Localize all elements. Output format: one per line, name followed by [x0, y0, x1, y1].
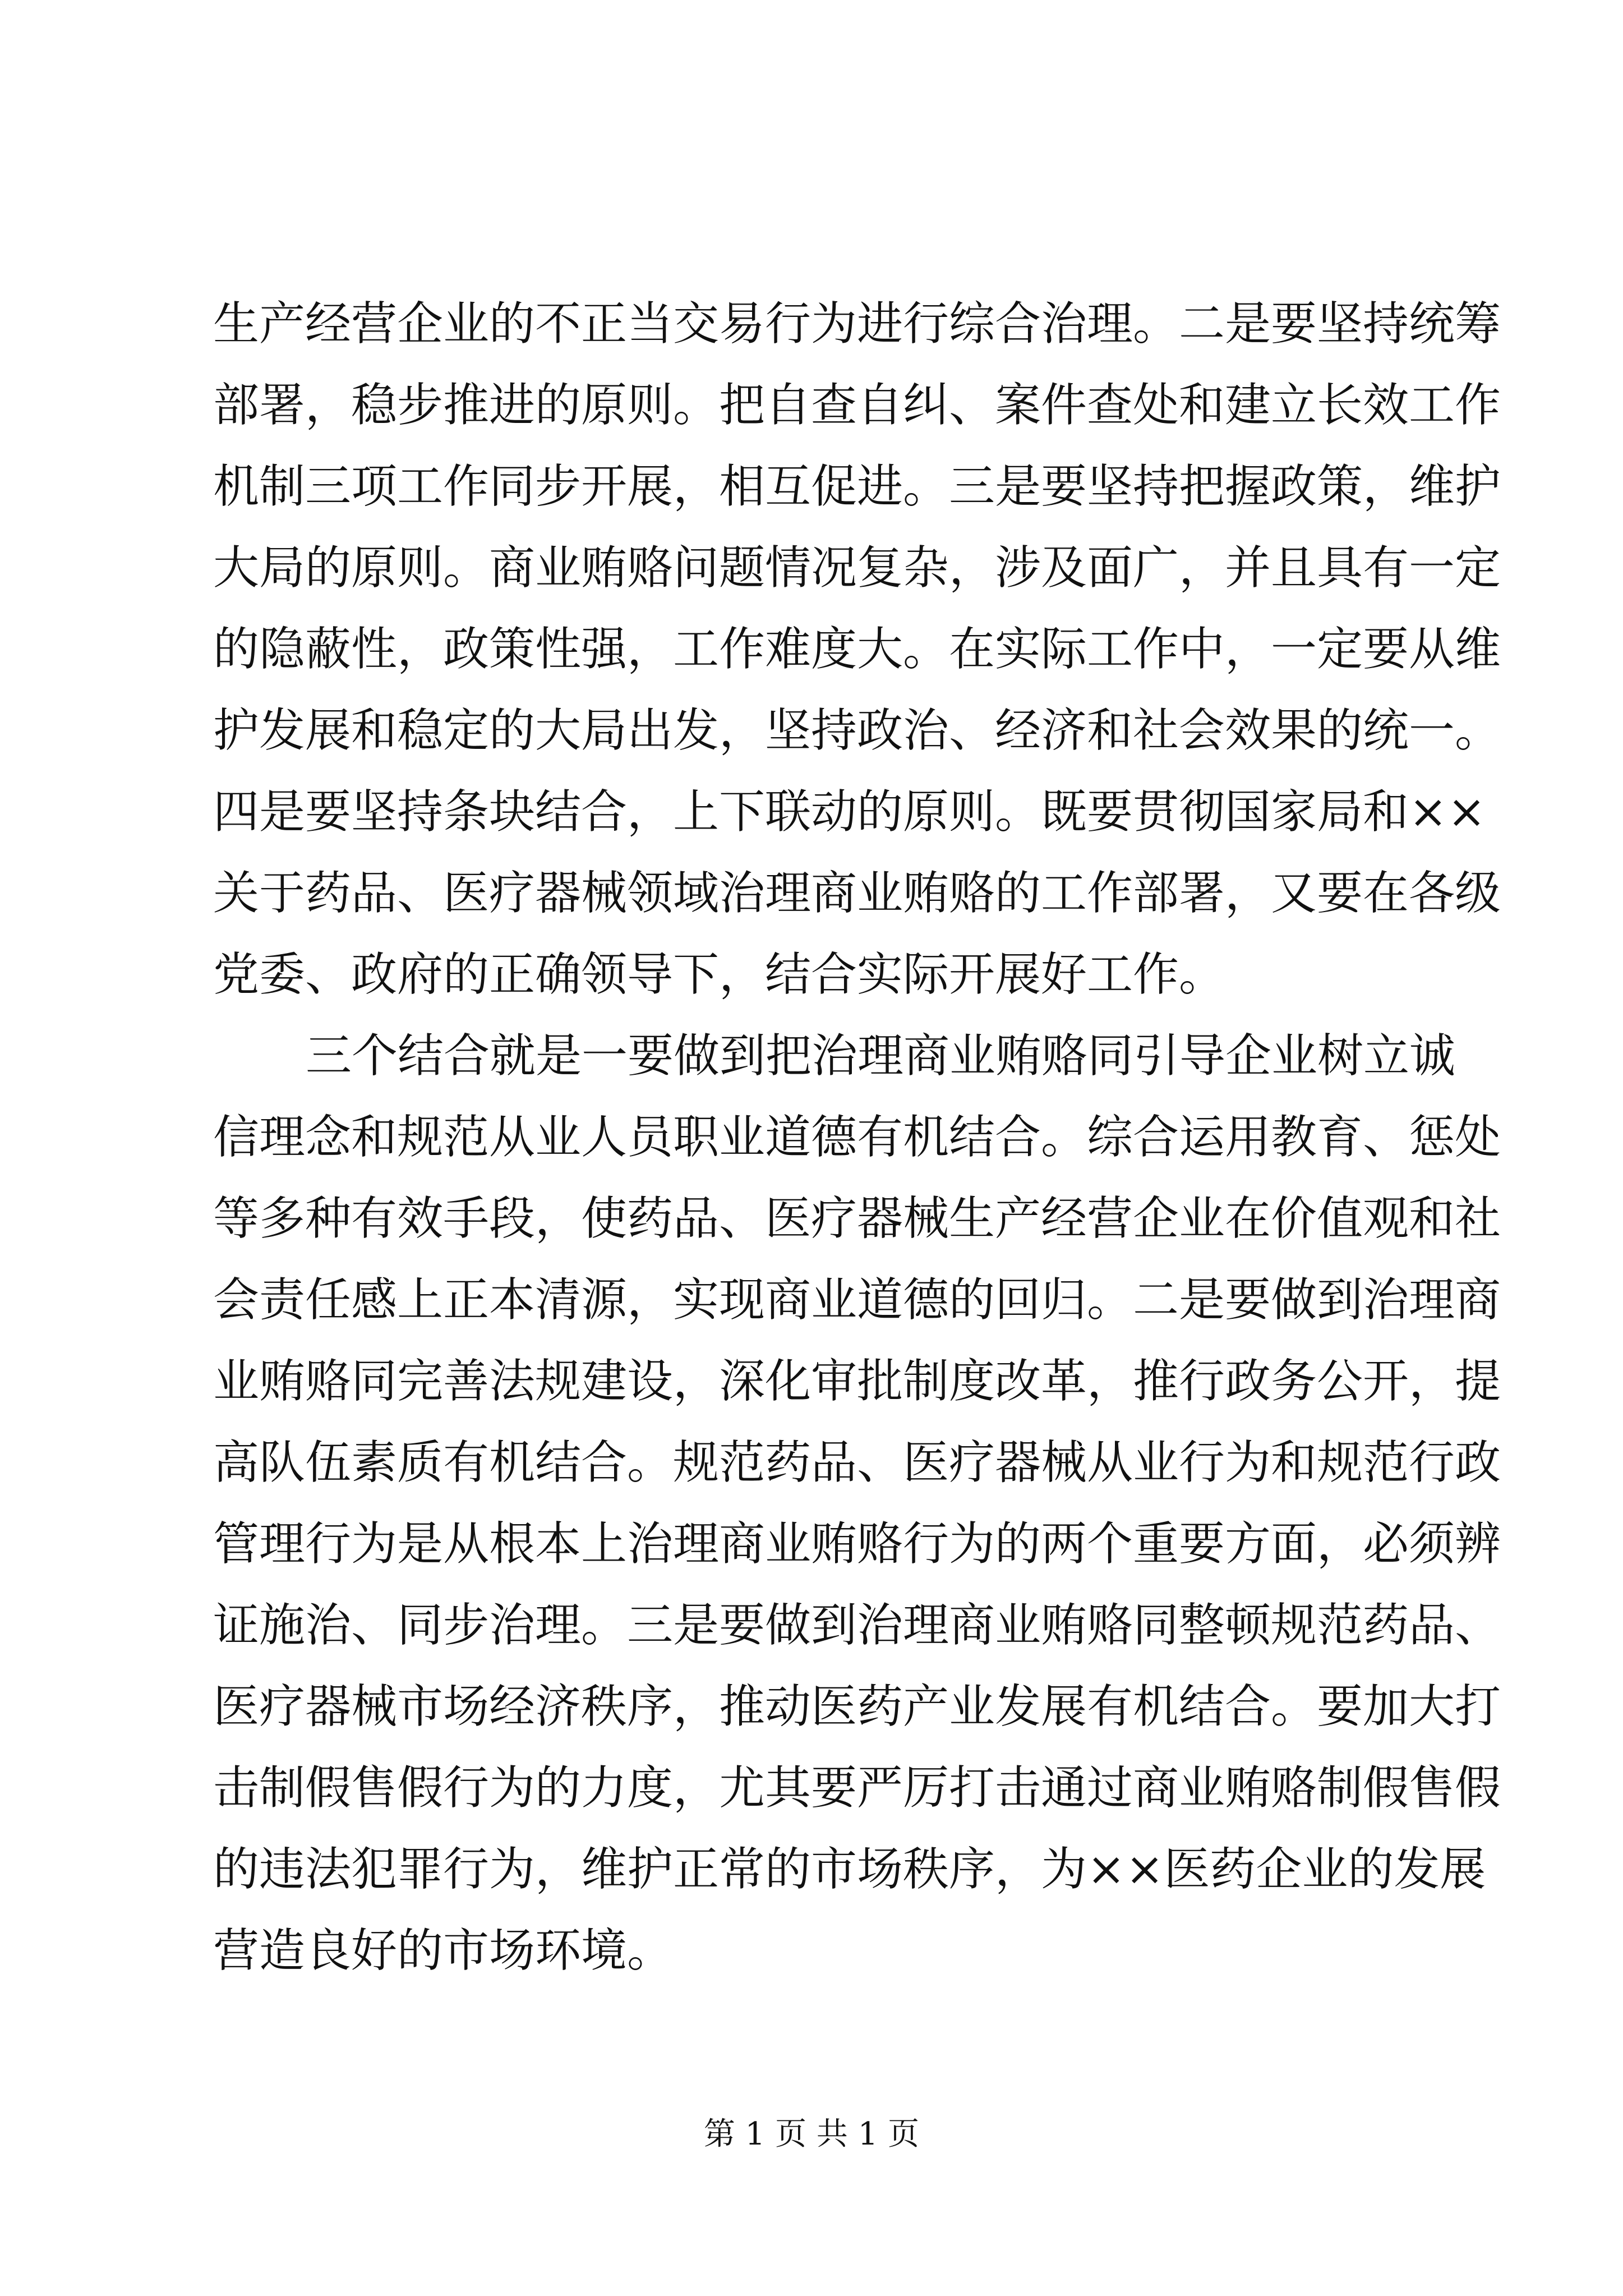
text-line: 医疗器械市场经济秩序，推动医药产业发展有机结合。要加大打 — [213, 1680, 1501, 1733]
text-line: 会责任感上正本清源，实现商业道德的回归。二是要做到治理商 — [213, 1273, 1501, 1327]
text-line: 营造良好的市场环境。 — [213, 1924, 674, 1977]
text-line: 生产经营企业的不正当交易行为进行综合治理。二是要坚持统筹 — [213, 297, 1501, 351]
paragraph-1 — [213, 283, 1501, 1015]
text-line: 业贿赂同完善法规建设，深化审批制度改革，推行政务公开，提 — [213, 1355, 1501, 1408]
text-line: 的违法犯罪行为，维护正常的市场秩序，为××医药企业的发展 — [213, 1843, 1486, 1896]
paragraph-2 — [213, 1015, 1501, 1991]
text-line: 机制三项工作同步开展，相互促进。三是要坚持把握政策，维护 — [213, 460, 1501, 513]
text-line: 高队伍素质有机结合。规范药品、医疗器械从业行为和规范行政 — [213, 1436, 1501, 1489]
text-line: 四是要坚持条块结合，上下联动的原则。既要贯彻国家局和×× — [213, 785, 1486, 839]
text-line: 证施治、同步治理。三是要做到治理商业贿赂同整顿规范药品、 — [213, 1599, 1501, 1652]
text-line: 大局的原则。商业贿赂问题情况复杂，涉及面广，并且具有一定 — [213, 541, 1501, 595]
document-body — [213, 283, 1501, 1991]
text-line: 击制假售假行为的力度，尤其要严厉打击通过商业贿赂制假售假 — [213, 1761, 1501, 1815]
text-line: 的隐蔽性，政策性强，工作难度大。在实际工作中，一定要从维 — [213, 623, 1501, 676]
text-line: 党委、政府的正确领导下，结合实际开展好工作。 — [213, 948, 1225, 1001]
text-line: 三个结合就是一要做到把治理商业贿赂同引导企业树立诚 — [306, 1029, 1456, 1083]
page-number-footer: 第 1 页 共 1 页 — [703, 2116, 920, 2152]
text-line: 护发展和稳定的大局出发，坚持政治、经济和社会效果的统一。 — [213, 704, 1501, 757]
text-line: 管理行为是从根本上治理商业贿赂行为的两个重要方面，必须辨 — [213, 1517, 1501, 1571]
text-line: 关于药品、医疗器械领域治理商业贿赂的工作部署，又要在各级 — [213, 867, 1501, 920]
text-line: 等多种有效手段，使药品、医疗器械生产经营企业在价值观和社 — [213, 1192, 1501, 1245]
text-line: 部署，稳步推进的原则。把自查自纠、案件查处和建立长效工作 — [213, 379, 1501, 432]
text-line: 信理念和规范从业人员职业道德有机结合。综合运用教育、惩处 — [213, 1111, 1501, 1164]
